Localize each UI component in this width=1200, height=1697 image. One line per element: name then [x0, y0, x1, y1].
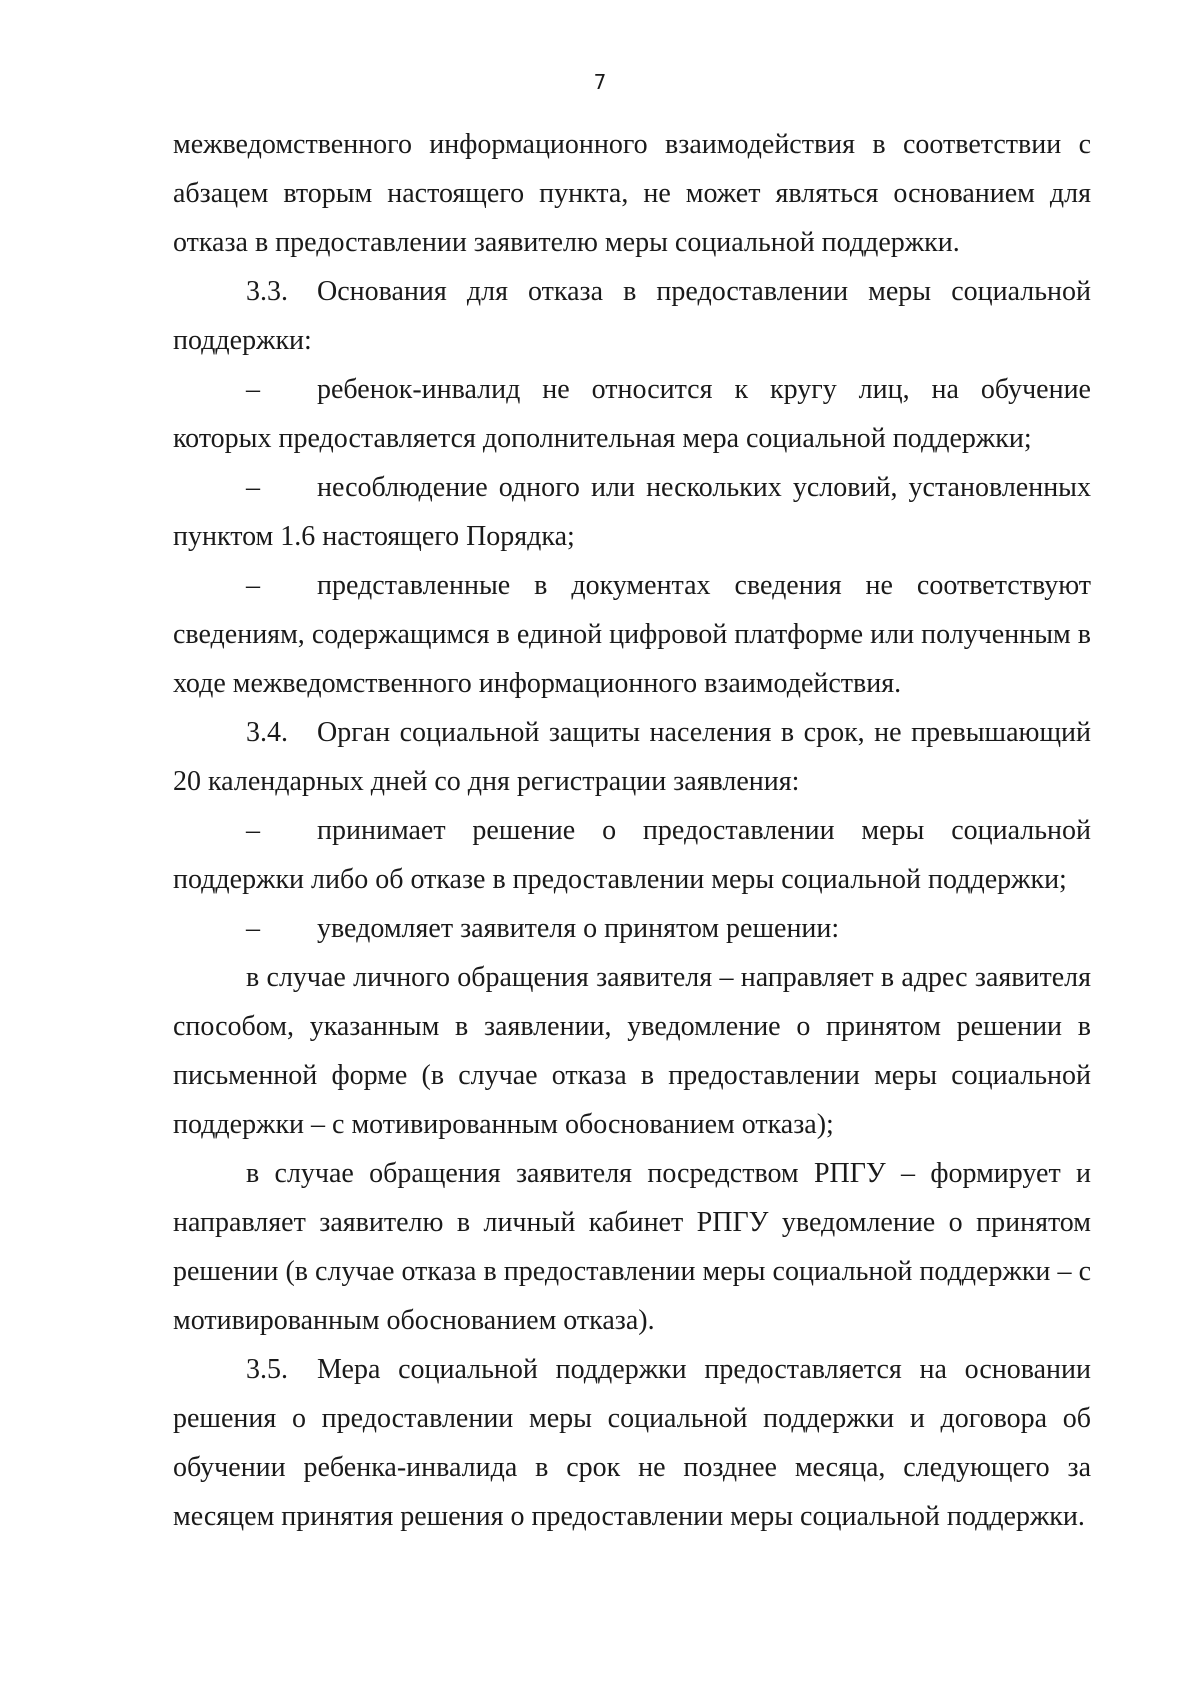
- paragraph-text: межведомственного информационного взаимодействия в соответствии с абзацем вторым настоящего пункта, не может являться основанием для отказа в предоставлении заявителю меры социальной поддержки.: [173, 129, 1091, 258]
- dash-marker: –: [246, 815, 260, 846]
- dash-marker: –: [246, 570, 260, 601]
- paragraph-indented: [173, 1149, 1091, 1345]
- clause-number: 3.4.: [246, 717, 288, 748]
- paragraph-continuation: [173, 120, 1091, 267]
- paragraph-text: несоблюдение одного или нескольких условий, установленных пунктом 1.6 настоящего Порядка;: [173, 472, 1091, 552]
- page-number: 7: [593, 70, 607, 94]
- list-item: [173, 365, 1091, 463]
- paragraph-numbered-3-4: [173, 708, 1091, 806]
- paragraph-text: в случае личного обращения заявителя – направляет в адрес заявителя способом, указанным в заявлении, уведомление о принятом решении в письменной форме (в случае отказа в предоставлении меры социальной поддержки – с мотивированным обоснованием отказа);: [173, 962, 1091, 1140]
- clause-number: 3.5.: [246, 1354, 288, 1385]
- list-item: [173, 806, 1091, 904]
- clause-number: 3.3.: [246, 276, 288, 307]
- list-item: [173, 463, 1091, 561]
- document-body: [173, 120, 1091, 1541]
- paragraph-indented: [173, 953, 1091, 1149]
- paragraph-text: уведомляет заявителя о принятом решении:: [317, 913, 840, 944]
- list-item: [173, 904, 1091, 953]
- dash-marker: –: [246, 472, 260, 503]
- paragraph-text: принимает решение о предоставлении меры социальной поддержки либо об отказе в предоставлении меры социальной поддержки;: [173, 815, 1091, 895]
- list-item: [173, 561, 1091, 708]
- dash-marker: –: [246, 374, 260, 405]
- paragraph-text: представленные в документах сведения не соответствуют сведениям, содержащимся в единой цифровой платформе или полученным в ходе межведомственного информационного взаимодействия.: [173, 570, 1091, 699]
- dash-marker: –: [246, 913, 260, 944]
- paragraph-numbered-3-3: [173, 267, 1091, 365]
- paragraph-text: Мера социальной поддержки предоставляется на основании решения о предоставлении меры социальной поддержки и договора об обучении ребенка-инвалида в срок не позднее месяца, следующего за месяцем принятия решения о предоставлении меры социальной поддержки.: [173, 1354, 1091, 1532]
- paragraph-numbered-3-5: [173, 1345, 1091, 1541]
- paragraph-text: в случае обращения заявителя посредством РПГУ – формирует и направляет заявителю в личный кабинет РПГУ уведомление о принятом решении (в случае отказа в предоставлении меры социальной поддержки – с мотивированным обоснованием отказа).: [173, 1158, 1091, 1336]
- paragraph-text: Орган социальной защиты населения в срок, не превышающий 20 календарных дней со дня регистрации заявления:: [173, 717, 1091, 797]
- paragraph-text: Основания для отказа в предоставлении меры социальной поддержки:: [173, 276, 1091, 356]
- paragraph-text: ребенок-инвалид не относится к кругу лиц, на обучение которых предоставляется дополнительная мера социальной поддержки;: [173, 374, 1091, 454]
